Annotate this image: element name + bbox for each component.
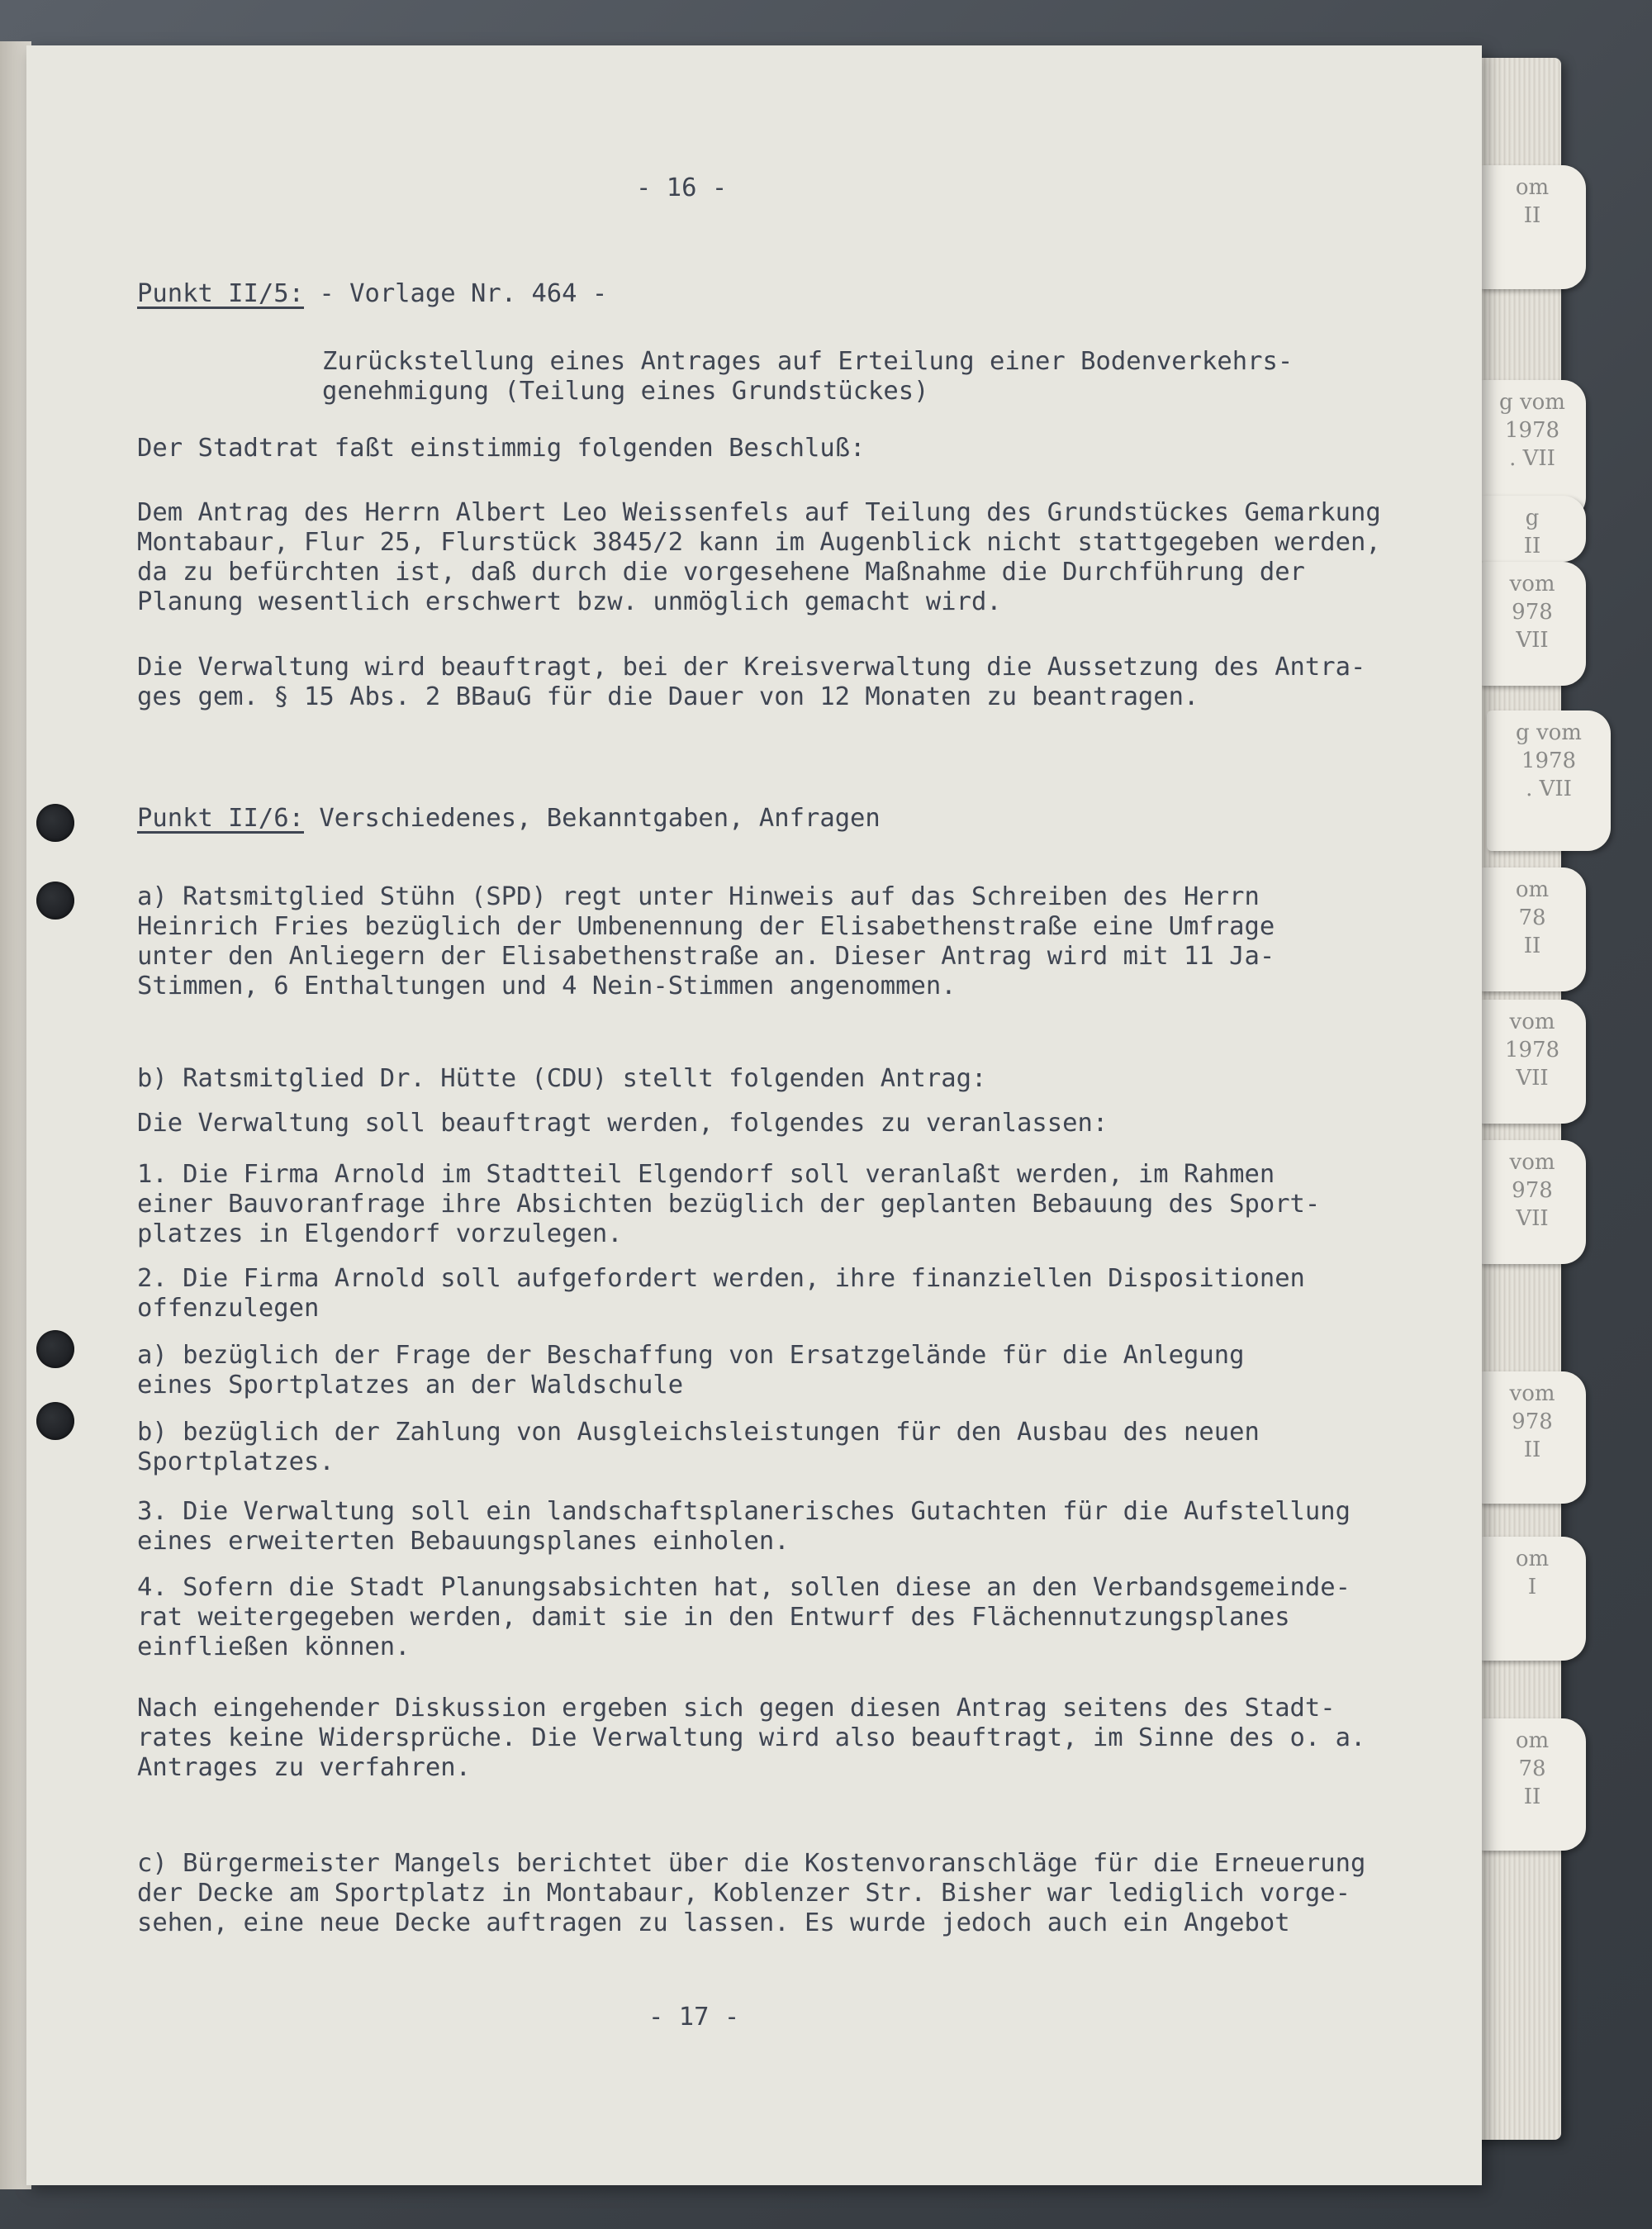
item-line: Stimmen, 6 Enthaltungen und 4 Nein-Stimmen angenommen. [137,972,957,1000]
item-line: a) Ratsmitglied Stühn (SPD) regt unter Hinweis auf das Schreiben des Herrn [137,882,1260,911]
index-tab: vom 978 VII [1479,1140,1586,1264]
item-line: Antrages zu verfahren. [137,1753,471,1782]
item-line: b) bezüglich der Zahlung von Ausgleichsleistungen für den Ausbau des neuen [137,1418,1260,1447]
index-tab: om 78 II [1479,867,1586,991]
punch-hole [36,882,74,920]
item-line: 4. Sofern die Stadt Planungsabsichten hat, sollen diese an den Verbandsgemeinde- [137,1573,1351,1602]
index-tab: g vom 1978 . VII [1479,380,1586,520]
item-line: Nach eingehender Diskussion ergeben sich gegen diesen Antrag seitens des Stadt- [137,1694,1336,1723]
item-line: rat weitergegeben werden, damit sie in den Entwurf des Flächennutzungsplanes [137,1603,1290,1632]
subject-line: Zurückstellung eines Antrages auf Erteilung einer Bodenverkehrs- [322,347,1294,376]
item-line: der Decke am Sportplatz in Montabaur, Koblenzer Str. Bisher war lediglich vorge- [137,1879,1351,1908]
index-tab: g II [1479,496,1586,562]
paragraph-line: ges gem. § 15 Abs. 2 BBauG für die Dauer von 12 Monaten zu beantragen. [137,682,1199,711]
paragraph-line: Die Verwaltung wird beauftragt, bei der Kreisverwaltung die Aussetzung des Antra- [137,653,1366,682]
item-line: 1. Die Firma Arnold im Stadtteil Elgendorf soll veranlaßt werden, im Rahmen [137,1160,1275,1189]
index-tab: om 78 II [1479,1718,1586,1851]
item-line: eines Sportplatzes an der Waldschule [137,1371,684,1400]
paragraph-line: da zu befürchten ist, daß durch die vorgesehene Maßnahme die Durchführung der [137,558,1305,587]
item-line: sehen, eine neue Decke auftragen zu lassen. Es wurde jedoch auch ein Angebot [137,1908,1290,1937]
section-title: Verschiedenes, Bekanntgaben, Anfragen [304,804,881,833]
section-label: Punkt II/6: [137,804,304,833]
page-number-top: - 16 - [636,173,728,202]
item-line: Sportplatzes. [137,1447,335,1476]
paragraph-line: Dem Antrag des Herrn Albert Leo Weissenfels auf Teilung des Grundstückes Gemarkung [137,498,1381,527]
subject-line: genehmigung (Teilung eines Grundstückes) [322,377,929,406]
item-line: Die Verwaltung soll beauftragt werden, folgendes zu veranlassen: [137,1109,1108,1138]
paragraph-line: Planung wesentlich erschwert bzw. unmöglich gemacht wird. [137,587,1002,616]
item-line: b) Ratsmitglied Dr. Hütte (CDU) stellt folgenden Antrag: [137,1064,987,1093]
section-label: Punkt II/5: [137,279,304,308]
resolution-intro: Der Stadtrat faßt einstimmig folgenden Beschluß: [137,434,866,463]
section-title: - Vorlage Nr. 464 - [304,279,608,308]
index-tab: vom 978 II [1479,1371,1586,1504]
section-heading-punkt-6 [137,804,881,834]
item-line: eines erweiterten Bebauungsplanes einholen. [137,1527,790,1556]
punch-hole [36,1330,74,1368]
index-tab: vom 978 VII [1479,562,1586,686]
item-line: rates keine Widersprüche. Die Verwaltung wird also beauftragt, im Sinne des o. a. [137,1723,1366,1752]
item-line: platzes in Elgendorf vorzulegen. [137,1219,623,1248]
index-tab: vom 1978 VII [1479,1000,1586,1124]
item-line: unter den Anliegern der Elisabethenstraße an. Dieser Antrag wird mit 11 Ja- [137,942,1275,971]
item-line: Heinrich Fries bezüglich der Umbenennung der Elisabethenstraße eine Umfrage [137,912,1275,941]
item-line: einer Bauvoranfrage ihre Absichten bezüglich der geplanten Bebauung des Sport- [137,1190,1321,1219]
item-line: 3. Die Verwaltung soll ein landschaftsplanerisches Gutachten für die Aufstellung [137,1497,1351,1526]
item-line: offenzulegen [137,1294,320,1323]
page-number-bottom: - 17 - [648,2003,740,2032]
index-tab: g vom 1978 . VII [1487,711,1611,851]
punch-hole [36,804,74,842]
index-tab: om I [1479,1537,1586,1661]
item-line: 2. Die Firma Arnold soll aufgefordert werden, ihre finanziellen Dispositionen [137,1264,1305,1293]
item-line: a) bezüglich der Frage der Beschaffung von Ersatzgelände für die Anlegung [137,1341,1245,1370]
paragraph-line: Montabaur, Flur 25, Flurstück 3845/2 kann im Augenblick nicht stattgegeben werden, [137,528,1381,557]
punch-hole [36,1402,74,1440]
item-line: einfließen können. [137,1633,411,1661]
item-line: c) Bürgermeister Mangels berichtet über die Kostenvoranschläge für die Erneuerung [137,1849,1366,1878]
section-heading-punkt-5 [137,279,607,309]
index-tab: om II [1479,165,1586,289]
